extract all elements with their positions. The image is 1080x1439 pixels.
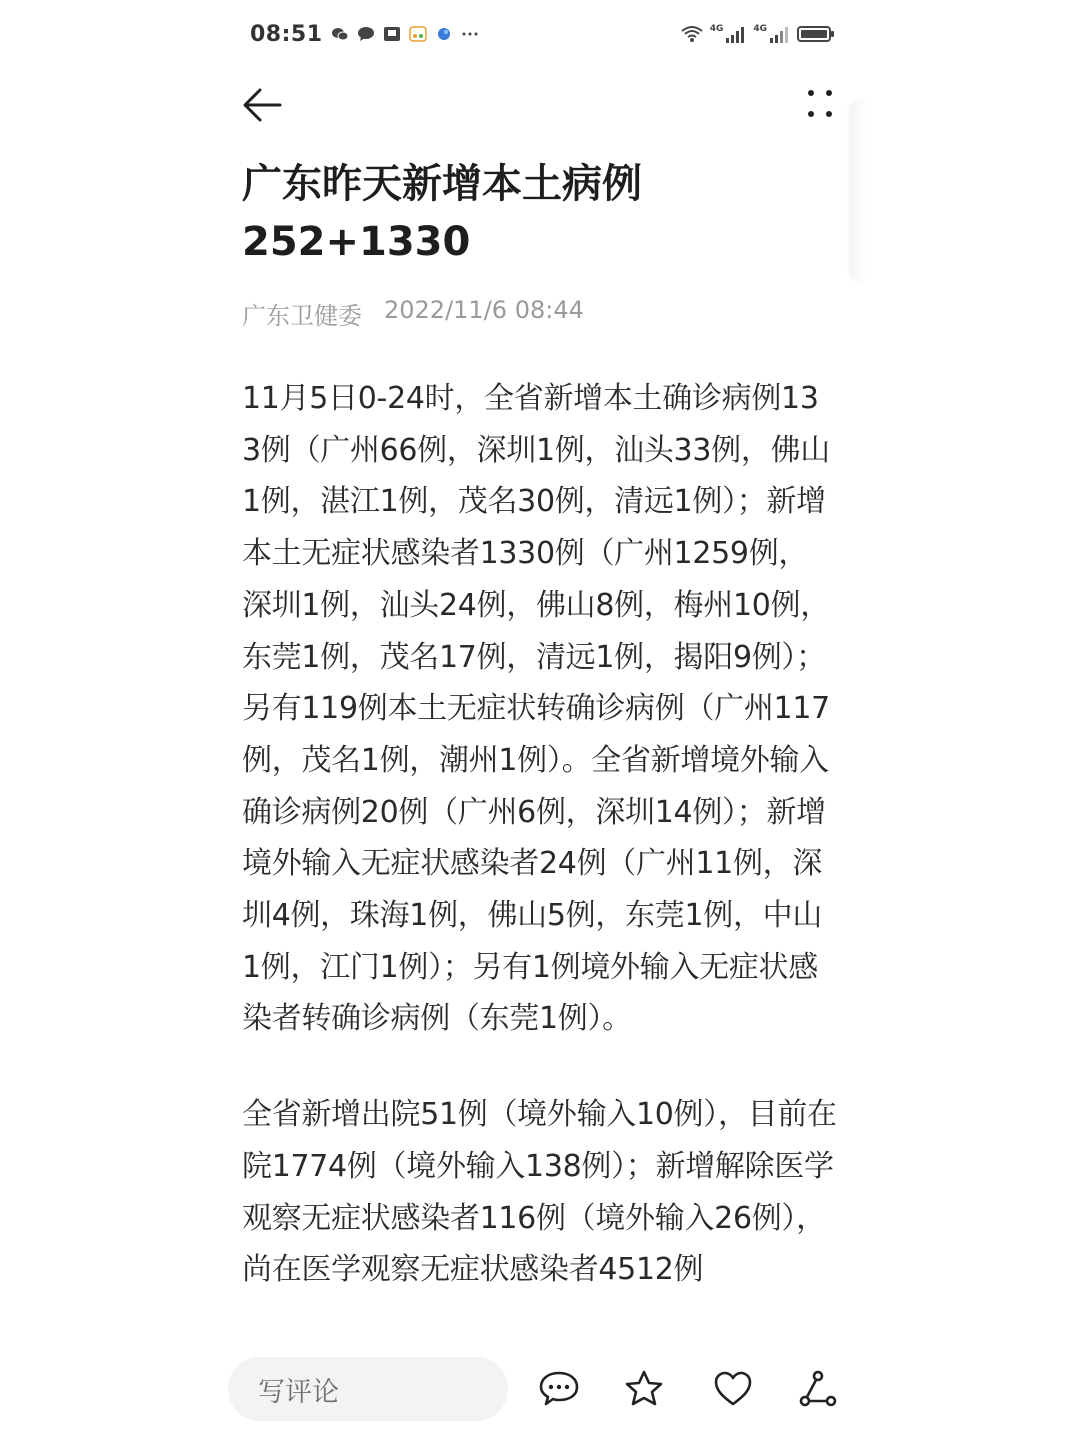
more-notifications-icon	[461, 26, 479, 42]
wechat-icon	[331, 26, 349, 42]
status-left	[250, 22, 479, 47]
share-icon[interactable]	[797, 1368, 839, 1410]
back-arrow-icon[interactable]	[240, 80, 290, 130]
message-icon	[357, 26, 375, 42]
comment-input[interactable]	[228, 1357, 508, 1421]
article-title-line1: 广东昨天新增本土病例	[242, 161, 642, 207]
status-right	[680, 24, 835, 44]
heart-icon[interactable]	[712, 1368, 754, 1410]
article-meta	[242, 296, 584, 331]
article-body	[242, 373, 837, 1340]
side-panel-handle[interactable]	[851, 100, 867, 280]
article-date: 2022/11/6 08:44	[384, 296, 584, 324]
app-icon	[383, 26, 401, 42]
article-paragraph: 全省新增出院51例（境外输入10例），目前在院1774例（境外输入138例）；新增解除医学观察无症状感染者116例（境外输入26例），尚在医学观察无症状感染者4512例	[242, 1097, 837, 1288]
battery-icon	[797, 24, 835, 44]
wifi-icon	[680, 24, 704, 44]
browser-icon	[435, 26, 453, 42]
article-title-line2: 252+1330	[242, 219, 471, 265]
article-source[interactable]: 广东卫健委	[242, 302, 362, 330]
phone-screen	[225, 0, 865, 1439]
app-58-icon	[409, 26, 427, 42]
star-icon[interactable]	[623, 1368, 665, 1410]
signal-1-label: 4G	[709, 24, 724, 34]
article-title	[242, 155, 802, 271]
signal-1-icon	[725, 24, 747, 44]
bottom-action-bar	[225, 1340, 865, 1439]
signal-2-icon	[769, 24, 791, 44]
status-time: 08:51	[250, 21, 323, 47]
status-bar	[250, 14, 835, 54]
comment-icon[interactable]	[538, 1368, 580, 1410]
signal-2-label: 4G	[753, 24, 767, 34]
comment-placeholder: 写评论	[258, 1376, 339, 1408]
top-nav	[240, 80, 840, 130]
article-paragraph: 11月5日0-24时，全省新增本土确诊病例133例（广州66例，深圳1例，汕头33例，佛山1例，湛江1例，茂名30例，清远1例）；新增本土无症状感染者1330例（广州1259例，深圳1例，汕头24例，佛山8例，梅州10例，东莞1例，茂名17例，清远1例，揭阳9例）；另有119例本土无症状转确诊病例（广州117例，茂名1例，潮州1例）。全省新增境外输入确诊病例20例（广州6例，深圳14例）；新增境外输入无症状感染者24例（广州11例，深圳4例，珠海1例，佛山5例，东莞1例，中山1例，江门1例）；另有1例境外输入无症状感染者转确诊病例（东莞1例）。	[242, 381, 830, 1037]
more-dots-icon[interactable]	[800, 84, 840, 124]
